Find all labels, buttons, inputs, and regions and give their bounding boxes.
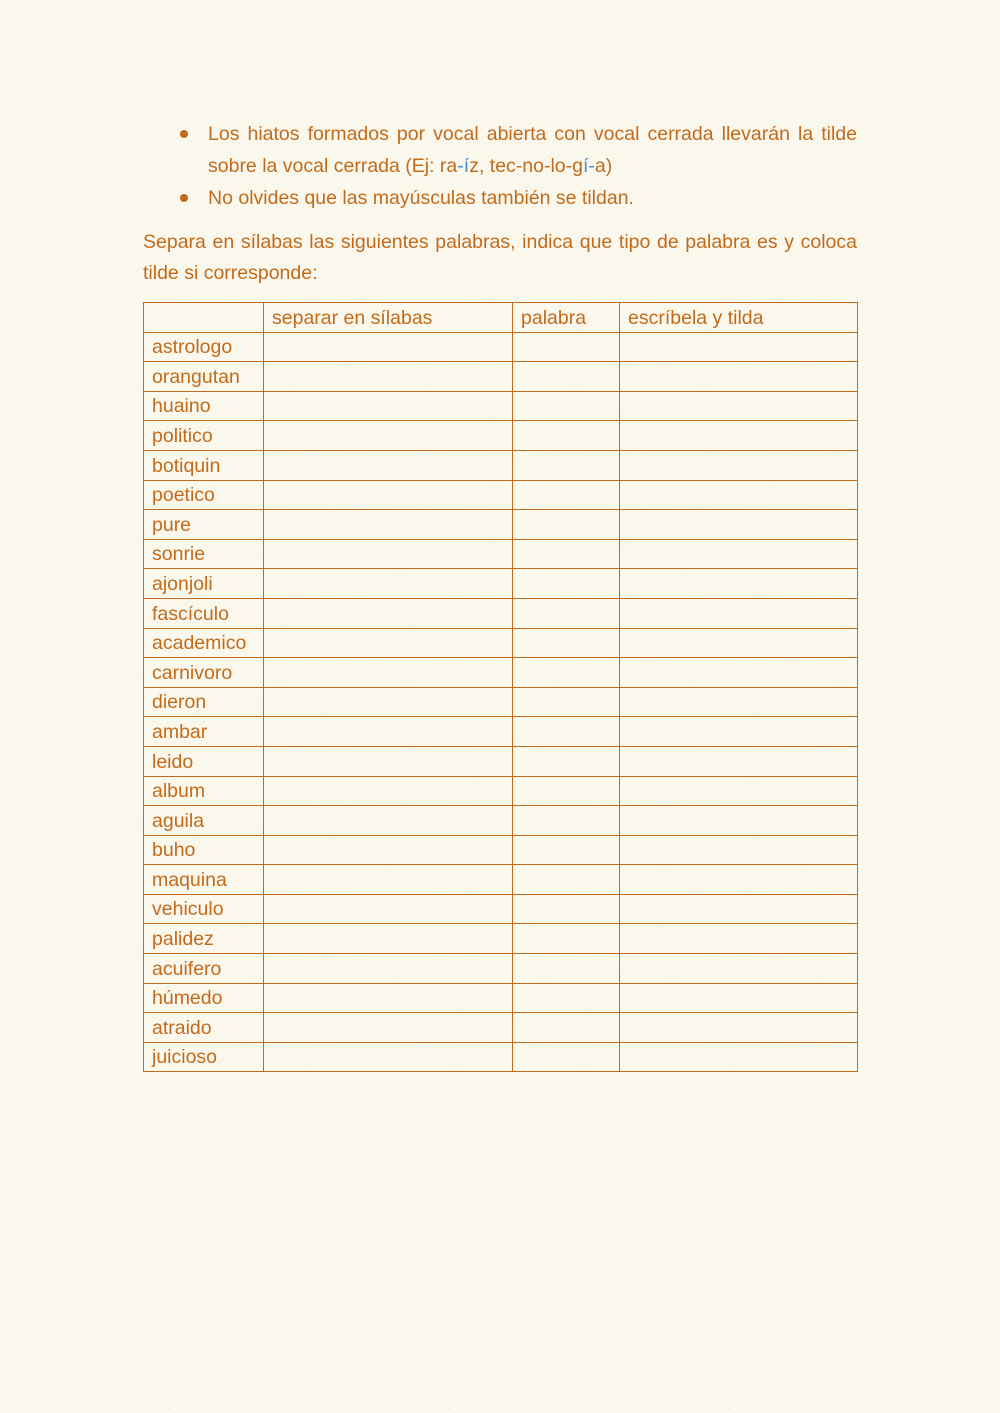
word-cell: ajonjoli — [144, 569, 264, 599]
table-row — [144, 1013, 858, 1043]
accented-word-cell[interactable] — [620, 569, 858, 599]
syllables-cell[interactable] — [264, 421, 513, 451]
accented-word-cell[interactable] — [620, 835, 858, 865]
accented-word-cell[interactable] — [620, 776, 858, 806]
word-type-cell[interactable] — [513, 658, 620, 688]
header-cell-type: palabra — [513, 303, 620, 333]
accented-word-cell[interactable] — [620, 1042, 858, 1072]
header-cell-syllables: separar en sílabas — [264, 303, 513, 333]
word-type-cell[interactable] — [513, 687, 620, 717]
word-cell: pure — [144, 510, 264, 540]
table-row — [144, 539, 858, 569]
table-row — [144, 510, 858, 540]
syllables-cell[interactable] — [264, 598, 513, 628]
table-row — [144, 391, 858, 421]
syllables-cell[interactable] — [264, 510, 513, 540]
syllables-cell[interactable] — [264, 569, 513, 599]
accented-word-cell[interactable] — [620, 983, 858, 1013]
accented-word-cell[interactable] — [620, 628, 858, 658]
word-cell: carnivoro — [144, 658, 264, 688]
table-row — [144, 776, 858, 806]
accented-word-cell[interactable] — [620, 924, 858, 954]
table-row — [144, 865, 858, 895]
syllables-cell[interactable] — [264, 362, 513, 392]
word-cell: maquina — [144, 865, 264, 895]
word-type-cell[interactable] — [513, 421, 620, 451]
accented-word-cell[interactable] — [620, 391, 858, 421]
syllables-cell[interactable] — [264, 746, 513, 776]
syllables-cell[interactable] — [264, 450, 513, 480]
table-row — [144, 894, 858, 924]
header-cell-write: escríbela y tilda — [620, 303, 858, 333]
word-cell: fascículo — [144, 598, 264, 628]
table-row — [144, 1042, 858, 1072]
syllables-cell[interactable] — [264, 332, 513, 362]
word-type-cell[interactable] — [513, 746, 620, 776]
word-cell: aguila — [144, 806, 264, 836]
table-row — [144, 421, 858, 451]
word-cell: poetico — [144, 480, 264, 510]
table-row — [144, 658, 858, 688]
table-row — [144, 598, 858, 628]
rule-text: z, tec-no-lo-g — [469, 155, 583, 177]
word-cell: juicioso — [144, 1042, 264, 1072]
syllables-cell[interactable] — [264, 954, 513, 984]
syllables-cell[interactable] — [264, 391, 513, 421]
accented-word-cell[interactable] — [620, 450, 858, 480]
table-header-row — [144, 303, 858, 333]
word-type-cell[interactable] — [513, 391, 620, 421]
table-row — [144, 362, 858, 392]
table-row — [144, 717, 858, 747]
word-type-cell[interactable] — [513, 835, 620, 865]
accented-word-cell[interactable] — [620, 658, 858, 688]
word-cell: vehiculo — [144, 894, 264, 924]
table-row — [144, 628, 858, 658]
syllables-cell[interactable] — [264, 894, 513, 924]
word-cell: politico — [144, 421, 264, 451]
word-cell: acuifero — [144, 954, 264, 984]
syllables-cell[interactable] — [264, 539, 513, 569]
accented-word-cell[interactable] — [620, 717, 858, 747]
accented-word-cell[interactable] — [620, 746, 858, 776]
word-cell: astrologo — [144, 332, 264, 362]
syllable-table — [143, 302, 858, 1072]
table-row — [144, 806, 858, 836]
accented-word-cell[interactable] — [620, 865, 858, 895]
instruction-text: Separa en sílabas las siguientes palabras, indica que tipo de palabra es y coloca tilde si corresponde: — [143, 231, 857, 284]
word-type-cell[interactable] — [513, 510, 620, 540]
word-cell: academico — [144, 628, 264, 658]
word-type-cell[interactable] — [513, 717, 620, 747]
syllables-cell[interactable] — [264, 776, 513, 806]
word-type-cell[interactable] — [513, 539, 620, 569]
word-cell: húmedo — [144, 983, 264, 1013]
word-type-cell[interactable] — [513, 894, 620, 924]
bullet-icon — [180, 194, 188, 202]
word-cell: leido — [144, 746, 264, 776]
syllables-cell[interactable] — [264, 658, 513, 688]
accented-word-cell[interactable] — [620, 539, 858, 569]
table-row — [144, 835, 858, 865]
accented-word-cell[interactable] — [620, 894, 858, 924]
highlight-text: -í — [457, 155, 470, 177]
syllables-cell[interactable] — [264, 1013, 513, 1043]
table-row — [144, 569, 858, 599]
word-type-cell[interactable] — [513, 1042, 620, 1072]
accented-word-cell[interactable] — [620, 480, 858, 510]
word-type-cell[interactable] — [513, 332, 620, 362]
table-row — [144, 480, 858, 510]
word-type-cell[interactable] — [513, 776, 620, 806]
syllables-cell[interactable] — [264, 924, 513, 954]
table-row — [144, 924, 858, 954]
word-type-cell[interactable] — [513, 480, 620, 510]
header-cell-word — [144, 303, 264, 333]
rule-text: Los hiatos formados por vocal abierta con vocal cerrada llevarán la tilde sobre la vocal cerrada (Ej: ra — [208, 123, 857, 177]
accented-word-cell[interactable] — [620, 332, 858, 362]
table-row — [144, 450, 858, 480]
syllables-cell[interactable] — [264, 1042, 513, 1072]
table-row — [144, 746, 858, 776]
syllables-cell[interactable] — [264, 717, 513, 747]
word-type-cell[interactable] — [513, 954, 620, 984]
rules-list — [143, 118, 857, 214]
syllables-cell[interactable] — [264, 628, 513, 658]
table-row — [144, 954, 858, 984]
word-cell: buho — [144, 835, 264, 865]
accented-word-cell[interactable] — [620, 510, 858, 540]
word-type-cell[interactable] — [513, 362, 620, 392]
rule-text: a) — [594, 155, 613, 177]
syllables-cell[interactable] — [264, 480, 513, 510]
table-row — [144, 332, 858, 362]
word-type-cell[interactable] — [513, 569, 620, 599]
word-type-cell[interactable] — [513, 628, 620, 658]
accented-word-cell[interactable] — [620, 687, 858, 717]
syllables-cell[interactable] — [264, 687, 513, 717]
accented-word-cell[interactable] — [620, 954, 858, 984]
table-row — [144, 687, 858, 717]
word-cell: atraido — [144, 1013, 264, 1043]
word-cell: botiquin — [144, 450, 264, 480]
rule-item — [208, 182, 857, 214]
rule-item — [208, 118, 857, 182]
accented-word-cell[interactable] — [620, 806, 858, 836]
word-cell: album — [144, 776, 264, 806]
table-row — [144, 983, 858, 1013]
word-cell: ambar — [144, 717, 264, 747]
accented-word-cell[interactable] — [620, 598, 858, 628]
word-cell: huaino — [144, 391, 264, 421]
worksheet-page — [143, 118, 857, 1072]
word-type-cell[interactable] — [513, 924, 620, 954]
rule-text: No olvides que las mayúsculas también se tildan. — [208, 187, 634, 209]
accented-word-cell[interactable] — [620, 362, 858, 392]
word-type-cell[interactable] — [513, 983, 620, 1013]
accented-word-cell[interactable] — [620, 421, 858, 451]
highlight-text: í- — [583, 155, 595, 177]
syllables-cell[interactable] — [264, 865, 513, 895]
word-type-cell[interactable] — [513, 598, 620, 628]
word-type-cell[interactable] — [513, 1013, 620, 1043]
word-type-cell[interactable] — [513, 865, 620, 895]
accented-word-cell[interactable] — [620, 1013, 858, 1043]
syllables-cell[interactable] — [264, 806, 513, 836]
word-type-cell[interactable] — [513, 450, 620, 480]
word-cell: dieron — [144, 687, 264, 717]
syllables-cell[interactable] — [264, 835, 513, 865]
word-cell: sonrie — [144, 539, 264, 569]
bullet-icon — [180, 130, 188, 138]
syllables-cell[interactable] — [264, 983, 513, 1013]
word-type-cell[interactable] — [513, 806, 620, 836]
word-cell: palidez — [144, 924, 264, 954]
word-cell: orangutan — [144, 362, 264, 392]
